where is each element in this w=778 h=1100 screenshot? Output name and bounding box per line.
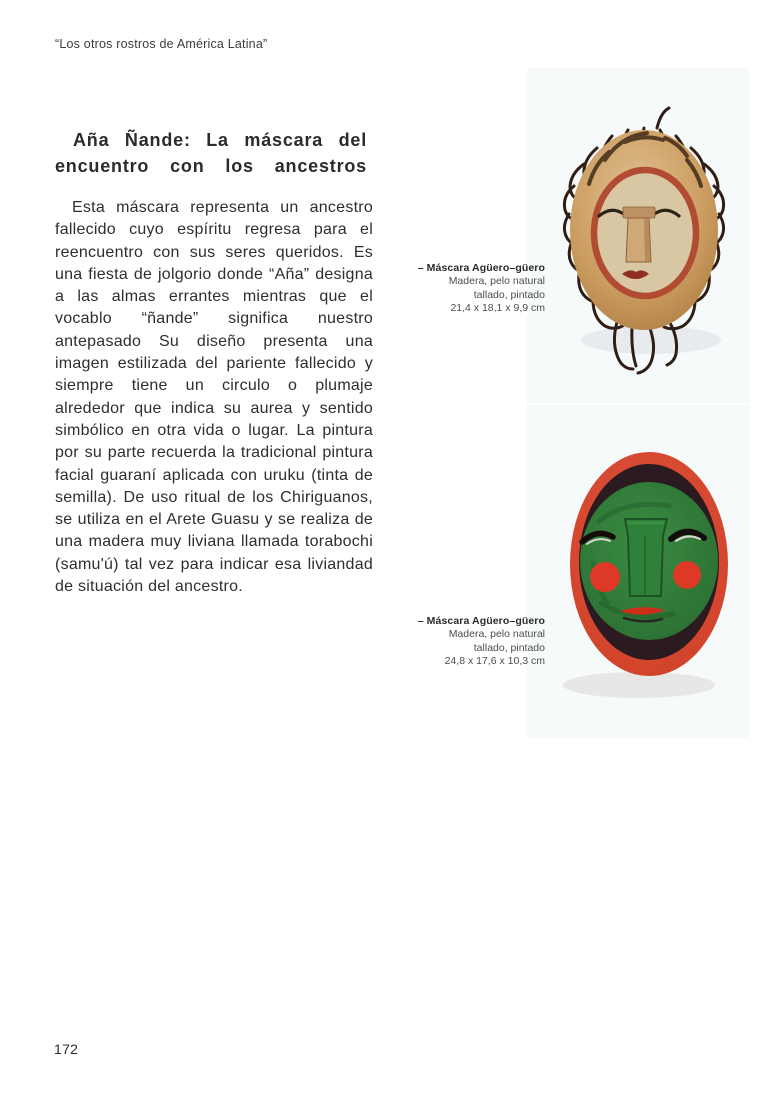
mask-cheek-left — [590, 562, 620, 592]
mask-photo-wood-hair — [527, 68, 749, 403]
caption-title: – Máscara Agüero–güero — [417, 262, 545, 274]
article-title: Aña Ñande: La máscara del encuentro con los ancestros — [55, 130, 367, 176]
caption-dimensions: 24,8 x 17,6 x 10,3 cm — [444, 655, 545, 668]
caption-technique: tallado, pintado — [473, 641, 545, 654]
mask-shadow — [563, 672, 715, 698]
article-body: Esta máscara representa un ancestro fallecido cuyo espíritu regresa para el reencuentro con sus seres queridos. Es una fiesta de jolgorio donde “Aña” designa a las almas errantes mientras que el vocablo “ñande” significa nuestro antepasado Su diseño presenta una imagen estilizada del pariente fallecido y siempre tiene un circulo o plumaje alrededor que indica su aurea y sentido simbólico en otra vida o lugar. La pintura por su parte recuerda la tradicional pintura facial guaraní aplicada con uruku (tinta de semilla). De uso ritual de los Chiriguanos, se utiliza en el Arete Guasu y se realiza de una madera muy liviana llamada torabochi (samu'ú) tal vez para indicar esa liviandad de situación del ancestro. — [55, 199, 373, 596]
caption-material: Madera, pelo natural — [448, 628, 545, 641]
caption-material: Madera, pelo natural — [448, 275, 545, 288]
header-quote: “Los otros rostros de América Latina” — [55, 37, 268, 51]
page-number: 172 — [54, 1041, 79, 1057]
figure-photo-2 — [527, 405, 749, 738]
caption-technique: tallado, pintado — [473, 288, 545, 301]
caption-dimensions: 21,4 x 18,1 x 9,9 cm — [450, 302, 545, 315]
figure-caption-1 — [330, 262, 545, 316]
mask-nose — [623, 207, 655, 262]
mask-nose — [625, 519, 667, 596]
mask-cheek-right — [673, 561, 701, 589]
mask-photo-green-red — [527, 405, 749, 738]
caption-title: – Máscara Agüero–güero — [417, 615, 545, 627]
figure-photo-1 — [527, 68, 749, 403]
figure-caption-2 — [330, 615, 545, 669]
